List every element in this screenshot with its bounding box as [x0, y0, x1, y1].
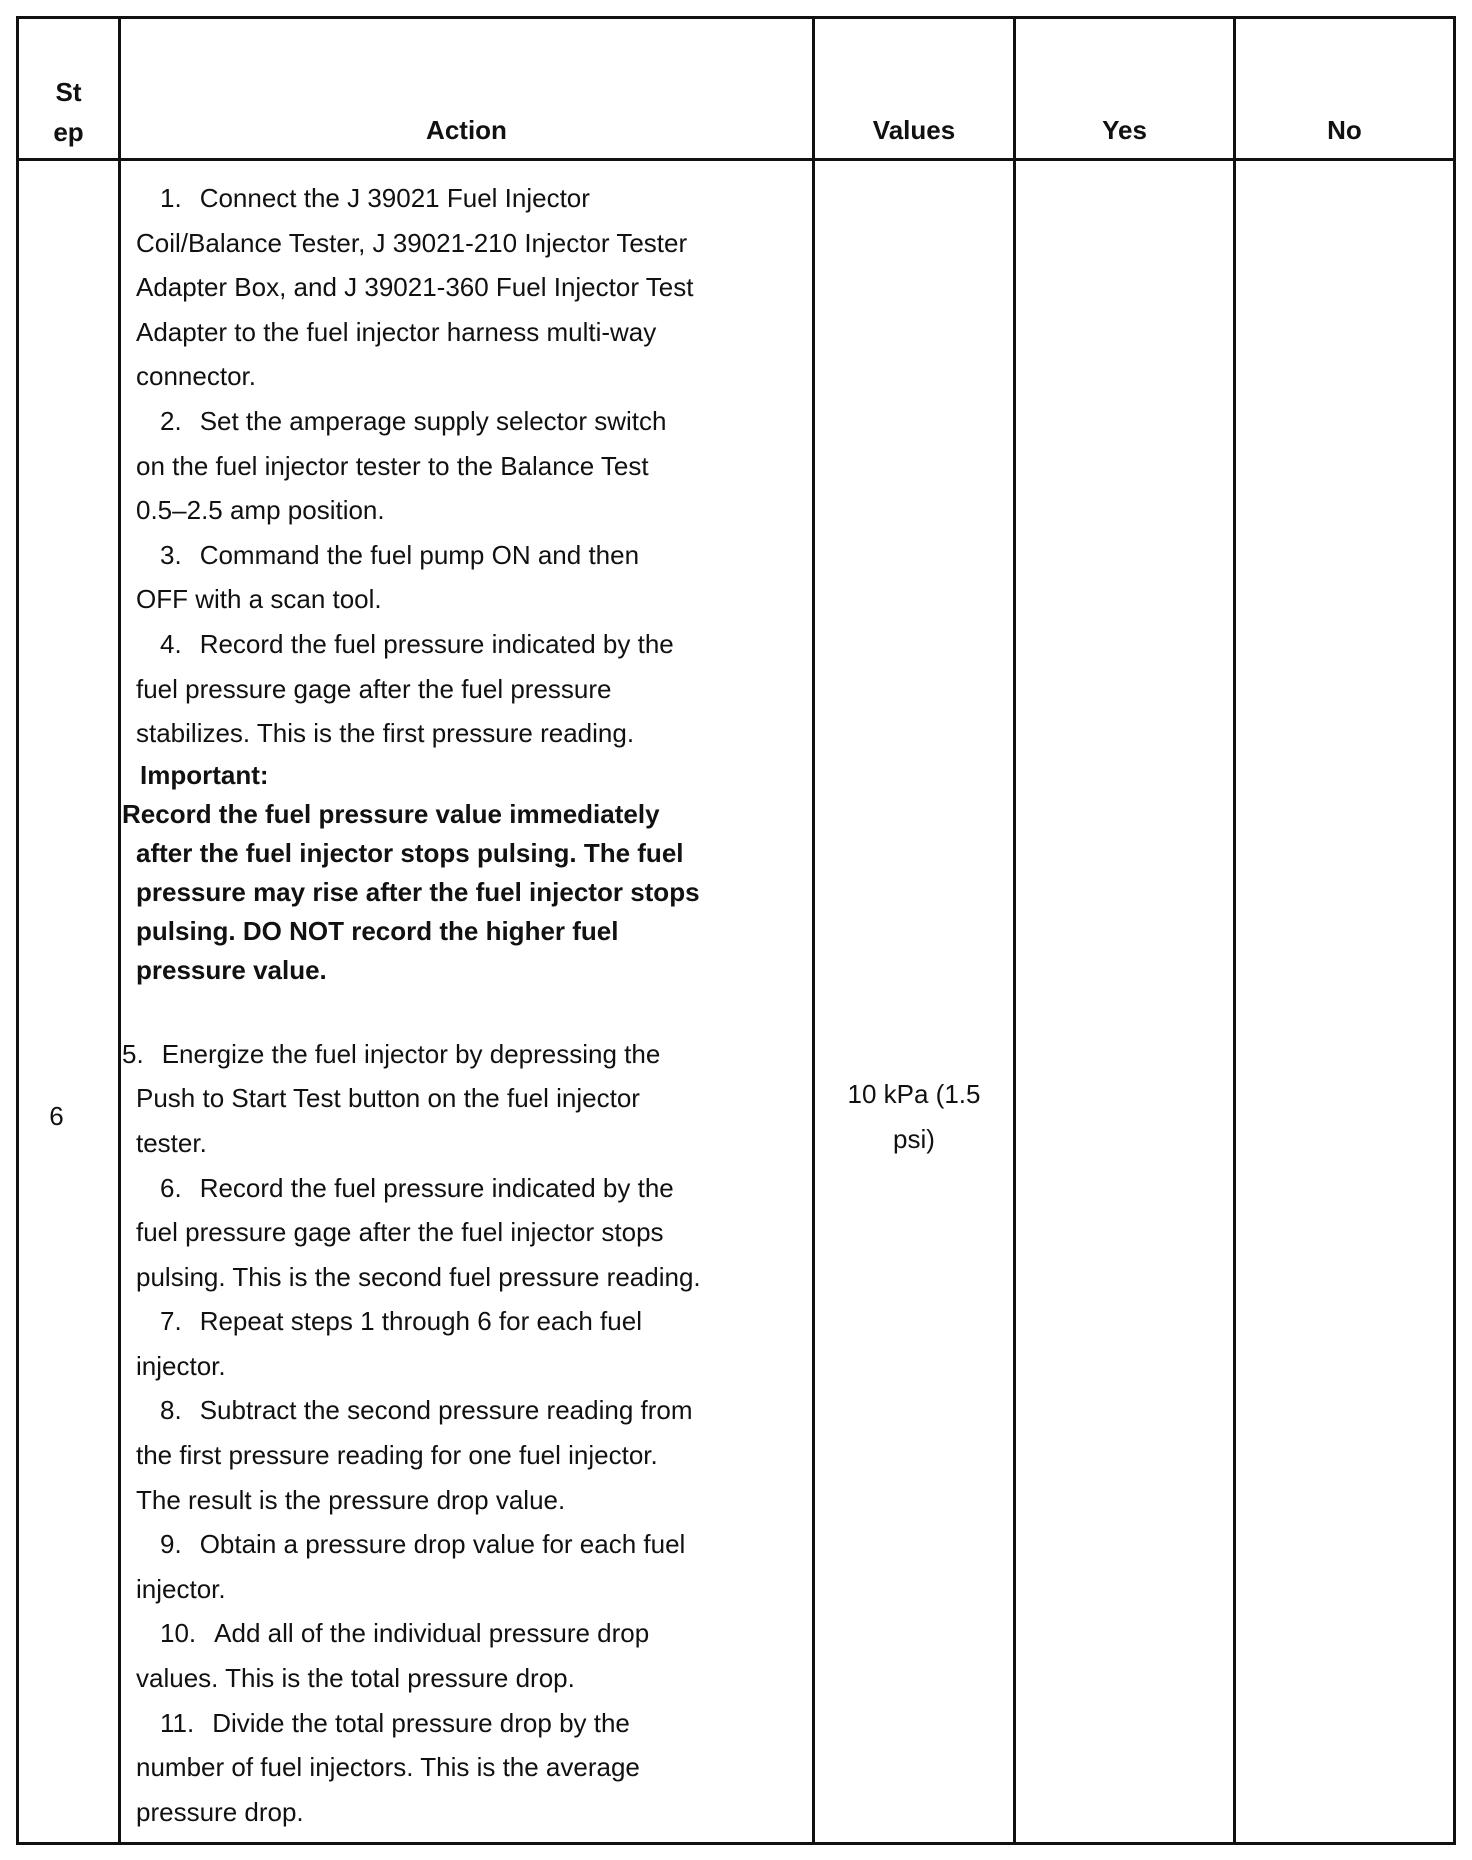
- header-action: Action: [426, 115, 507, 145]
- important-line: pulsing. DO NOT record the higher fuel: [136, 915, 619, 946]
- action-step-8: [122, 1388, 812, 1522]
- action-step-number: 8.: [160, 1395, 182, 1426]
- action-step-text: the first pressure reading for one fuel injector.: [136, 1440, 658, 1471]
- action-step-text: values. This is the total pressure drop.: [136, 1663, 575, 1694]
- values-cell: [815, 1072, 1013, 1162]
- action-step-number: 3.: [160, 539, 182, 570]
- spacer: [122, 990, 812, 1032]
- action-step-text: Adapter to the fuel injector harness multi-way: [136, 316, 657, 347]
- action-step-6: [122, 1166, 812, 1300]
- action-step-number: 11.: [160, 1707, 195, 1738]
- header-step-line2: ep: [53, 117, 84, 147]
- table-border-bottom: [16, 1842, 1456, 1845]
- important-line: pressure may rise after the fuel injector stops: [136, 876, 700, 907]
- action-step-text: fuel pressure gage after the fuel pressure: [136, 673, 612, 704]
- action-step-3: [122, 533, 812, 622]
- action-step-number: 9.: [160, 1529, 182, 1560]
- important-line: after the fuel injector stops pulsing. The fuel: [136, 837, 684, 868]
- column-divider-1: [118, 16, 121, 1845]
- table-border-right: [1453, 16, 1456, 1845]
- action-step-number: 4.: [160, 628, 182, 659]
- important-body: [122, 795, 812, 990]
- action-step-number: 7.: [160, 1306, 182, 1337]
- action-cell: [122, 176, 812, 1834]
- action-step-9: [122, 1522, 812, 1611]
- action-step-text: tester.: [136, 1127, 207, 1158]
- values-line1: 10 kPa (1.5: [847, 1079, 981, 1109]
- action-step-text: Obtain a pressure drop value for each fuel: [199, 1529, 686, 1560]
- important-note: [122, 756, 812, 990]
- action-step-text: Add all of the individual pressure drop: [214, 1618, 650, 1649]
- step-number: 6: [49, 1101, 64, 1131]
- column-divider-3: [1013, 16, 1016, 1845]
- action-step-text: on the fuel injector tester to the Balance Test: [136, 450, 649, 481]
- action-step-number: 1.: [160, 183, 182, 213]
- header-values: Values: [872, 115, 956, 145]
- action-step-text: Adapter Box, and J 39021-360 Fuel Injector Test: [136, 272, 694, 303]
- action-step-text: number of fuel injectors. This is the average: [136, 1752, 640, 1783]
- action-step-11: [122, 1701, 812, 1835]
- action-step-2: [122, 399, 812, 533]
- action-step-text: fuel pressure gage after the fuel injector stops: [136, 1217, 664, 1248]
- column-divider-4: [1233, 16, 1236, 1845]
- values-line2: psi): [893, 1124, 935, 1154]
- action-step-text: 0.5–2.5 amp position.: [136, 495, 385, 526]
- important-line: Record the fuel pressure value immediately: [122, 798, 660, 829]
- action-step-number: 5.: [122, 1038, 144, 1069]
- action-step-text: Energize the fuel injector by depressing the: [161, 1038, 661, 1069]
- important-line: pressure value.: [136, 954, 327, 985]
- action-step-text: Record the fuel pressure indicated by the: [199, 1172, 674, 1203]
- action-step-text: injector.: [136, 1350, 226, 1381]
- action-step-text: OFF with a scan tool.: [136, 584, 382, 615]
- important-title: Important:: [140, 759, 269, 790]
- action-items-group: [122, 176, 812, 756]
- action-step-10: [122, 1611, 812, 1700]
- action-step-text: Connect the J 39021 Fuel Injector: [199, 183, 590, 213]
- action-step-number: 2.: [160, 405, 182, 436]
- action-step-text: Set the amperage supply selector switch: [199, 405, 667, 436]
- header-step-line1: St: [55, 77, 82, 107]
- action-step-text: connector.: [136, 361, 256, 392]
- action-step-text: Divide the total pressure drop by the: [212, 1707, 630, 1738]
- action-items-group-2: [122, 1032, 812, 1835]
- action-step-text: pressure drop.: [136, 1796, 304, 1827]
- header-no: No: [1327, 115, 1362, 145]
- header-divider: [16, 158, 1456, 161]
- action-step-text: Repeat steps 1 through 6 for each fuel: [199, 1306, 642, 1337]
- action-step-5: [122, 1032, 812, 1166]
- column-divider-2: [812, 16, 815, 1845]
- action-step-1: [122, 176, 812, 399]
- table-border-left: [16, 16, 19, 1845]
- header-step: [19, 72, 118, 152]
- action-step-number: 6.: [160, 1172, 182, 1203]
- action-step-text: Command the fuel pump ON and then: [199, 539, 640, 570]
- action-step-text: Push to Start Test button on the fuel injector: [136, 1083, 640, 1114]
- action-step-text: Record the fuel pressure indicated by the: [199, 628, 674, 659]
- action-step-4: [122, 622, 812, 756]
- action-step-number: 10.: [160, 1618, 197, 1649]
- action-step-text: pulsing. This is the second fuel pressure reading.: [136, 1261, 701, 1292]
- action-step-text: Coil/Balance Tester, J 39021-210 Injector Tester: [136, 227, 688, 258]
- header-yes: Yes: [1102, 115, 1147, 145]
- action-step-text: Subtract the second pressure reading from: [199, 1395, 693, 1426]
- action-step-text: The result is the pressure drop value.: [136, 1484, 566, 1515]
- table-border-top: [16, 16, 1456, 19]
- action-step-text: injector.: [136, 1573, 226, 1604]
- action-step-7: [122, 1299, 812, 1388]
- action-step-text: stabilizes. This is the first pressure reading.: [136, 718, 635, 749]
